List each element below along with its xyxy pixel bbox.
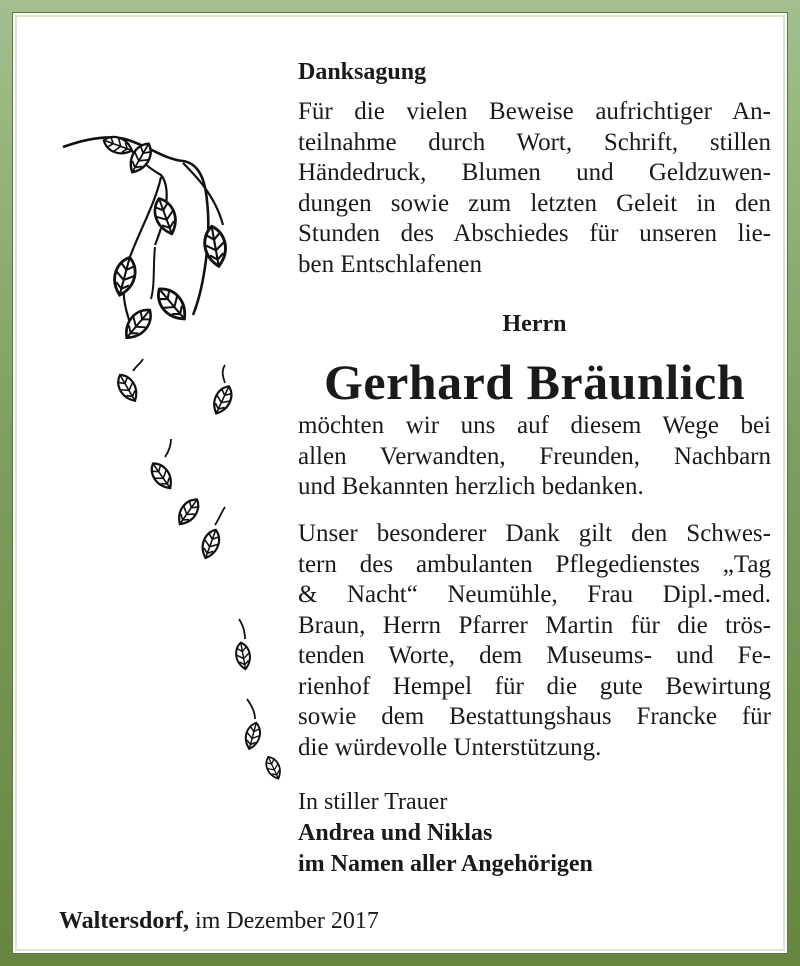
text-line: & Nacht“ Neumühle, Frau Dipl.-med. <box>298 581 771 608</box>
text-line: und Bekannten herzlich bedanken. <box>298 473 644 500</box>
signature-names: Andrea und Niklas <box>298 820 493 846</box>
text-line: Für die vielen Beweise aufrichtiger An- <box>298 98 771 125</box>
signature-block <box>298 787 593 880</box>
text-line: ben Entschlafenen <box>298 250 482 278</box>
text-line: sowie dem Bestattungshaus Francke für <box>298 703 771 730</box>
salutation: Herrn <box>502 311 567 337</box>
text-line: tern des ambulanten Pflegedienstes „Tag <box>298 550 771 578</box>
text-line: Braun, Herrn Pfarrer Martin für die trös- <box>298 611 771 639</box>
text-line: allen Verwandten, Freunden, Nachbarn <box>298 442 771 470</box>
place-date <box>59 908 379 935</box>
signature-line: In stiller Trauer <box>298 789 448 815</box>
heading: Danksagung <box>298 59 427 85</box>
intro-paragraph <box>298 97 771 280</box>
text-line: tenden Worte, dem Museums- und Fe- <box>298 642 771 669</box>
date: im Dezember 2017 <box>194 908 379 934</box>
obituary-card <box>13 13 787 953</box>
signature-family: im Namen aller Angehörigen <box>298 851 593 877</box>
special-thanks-paragraph <box>298 519 771 763</box>
text-line: Händedruck, Blumen und Geldzuwen- <box>298 159 771 186</box>
thanks-paragraph <box>298 411 771 503</box>
text-line: teilnahme durch Wort, Schrift, stillen <box>298 128 771 156</box>
text-line: Unser besonderer Dank gilt den Schwes- <box>298 520 771 547</box>
text-line: die würdevolle Unterstützung. <box>298 733 602 761</box>
text-line: Stunden des Abschiedes für unseren lie- <box>298 220 771 247</box>
text-line: möchten wir uns auf diesem Wege bei <box>298 412 771 439</box>
text-line: dungen sowie zum letzten Geleit in den <box>298 189 771 217</box>
deceased-name: Gerhard Bräunlich <box>323 354 746 410</box>
place: Waltersdorf, <box>59 908 189 934</box>
falling-leaves-illustration <box>55 115 295 795</box>
text-line: rienhof Hempel für die gute Bewirtung <box>298 672 771 700</box>
